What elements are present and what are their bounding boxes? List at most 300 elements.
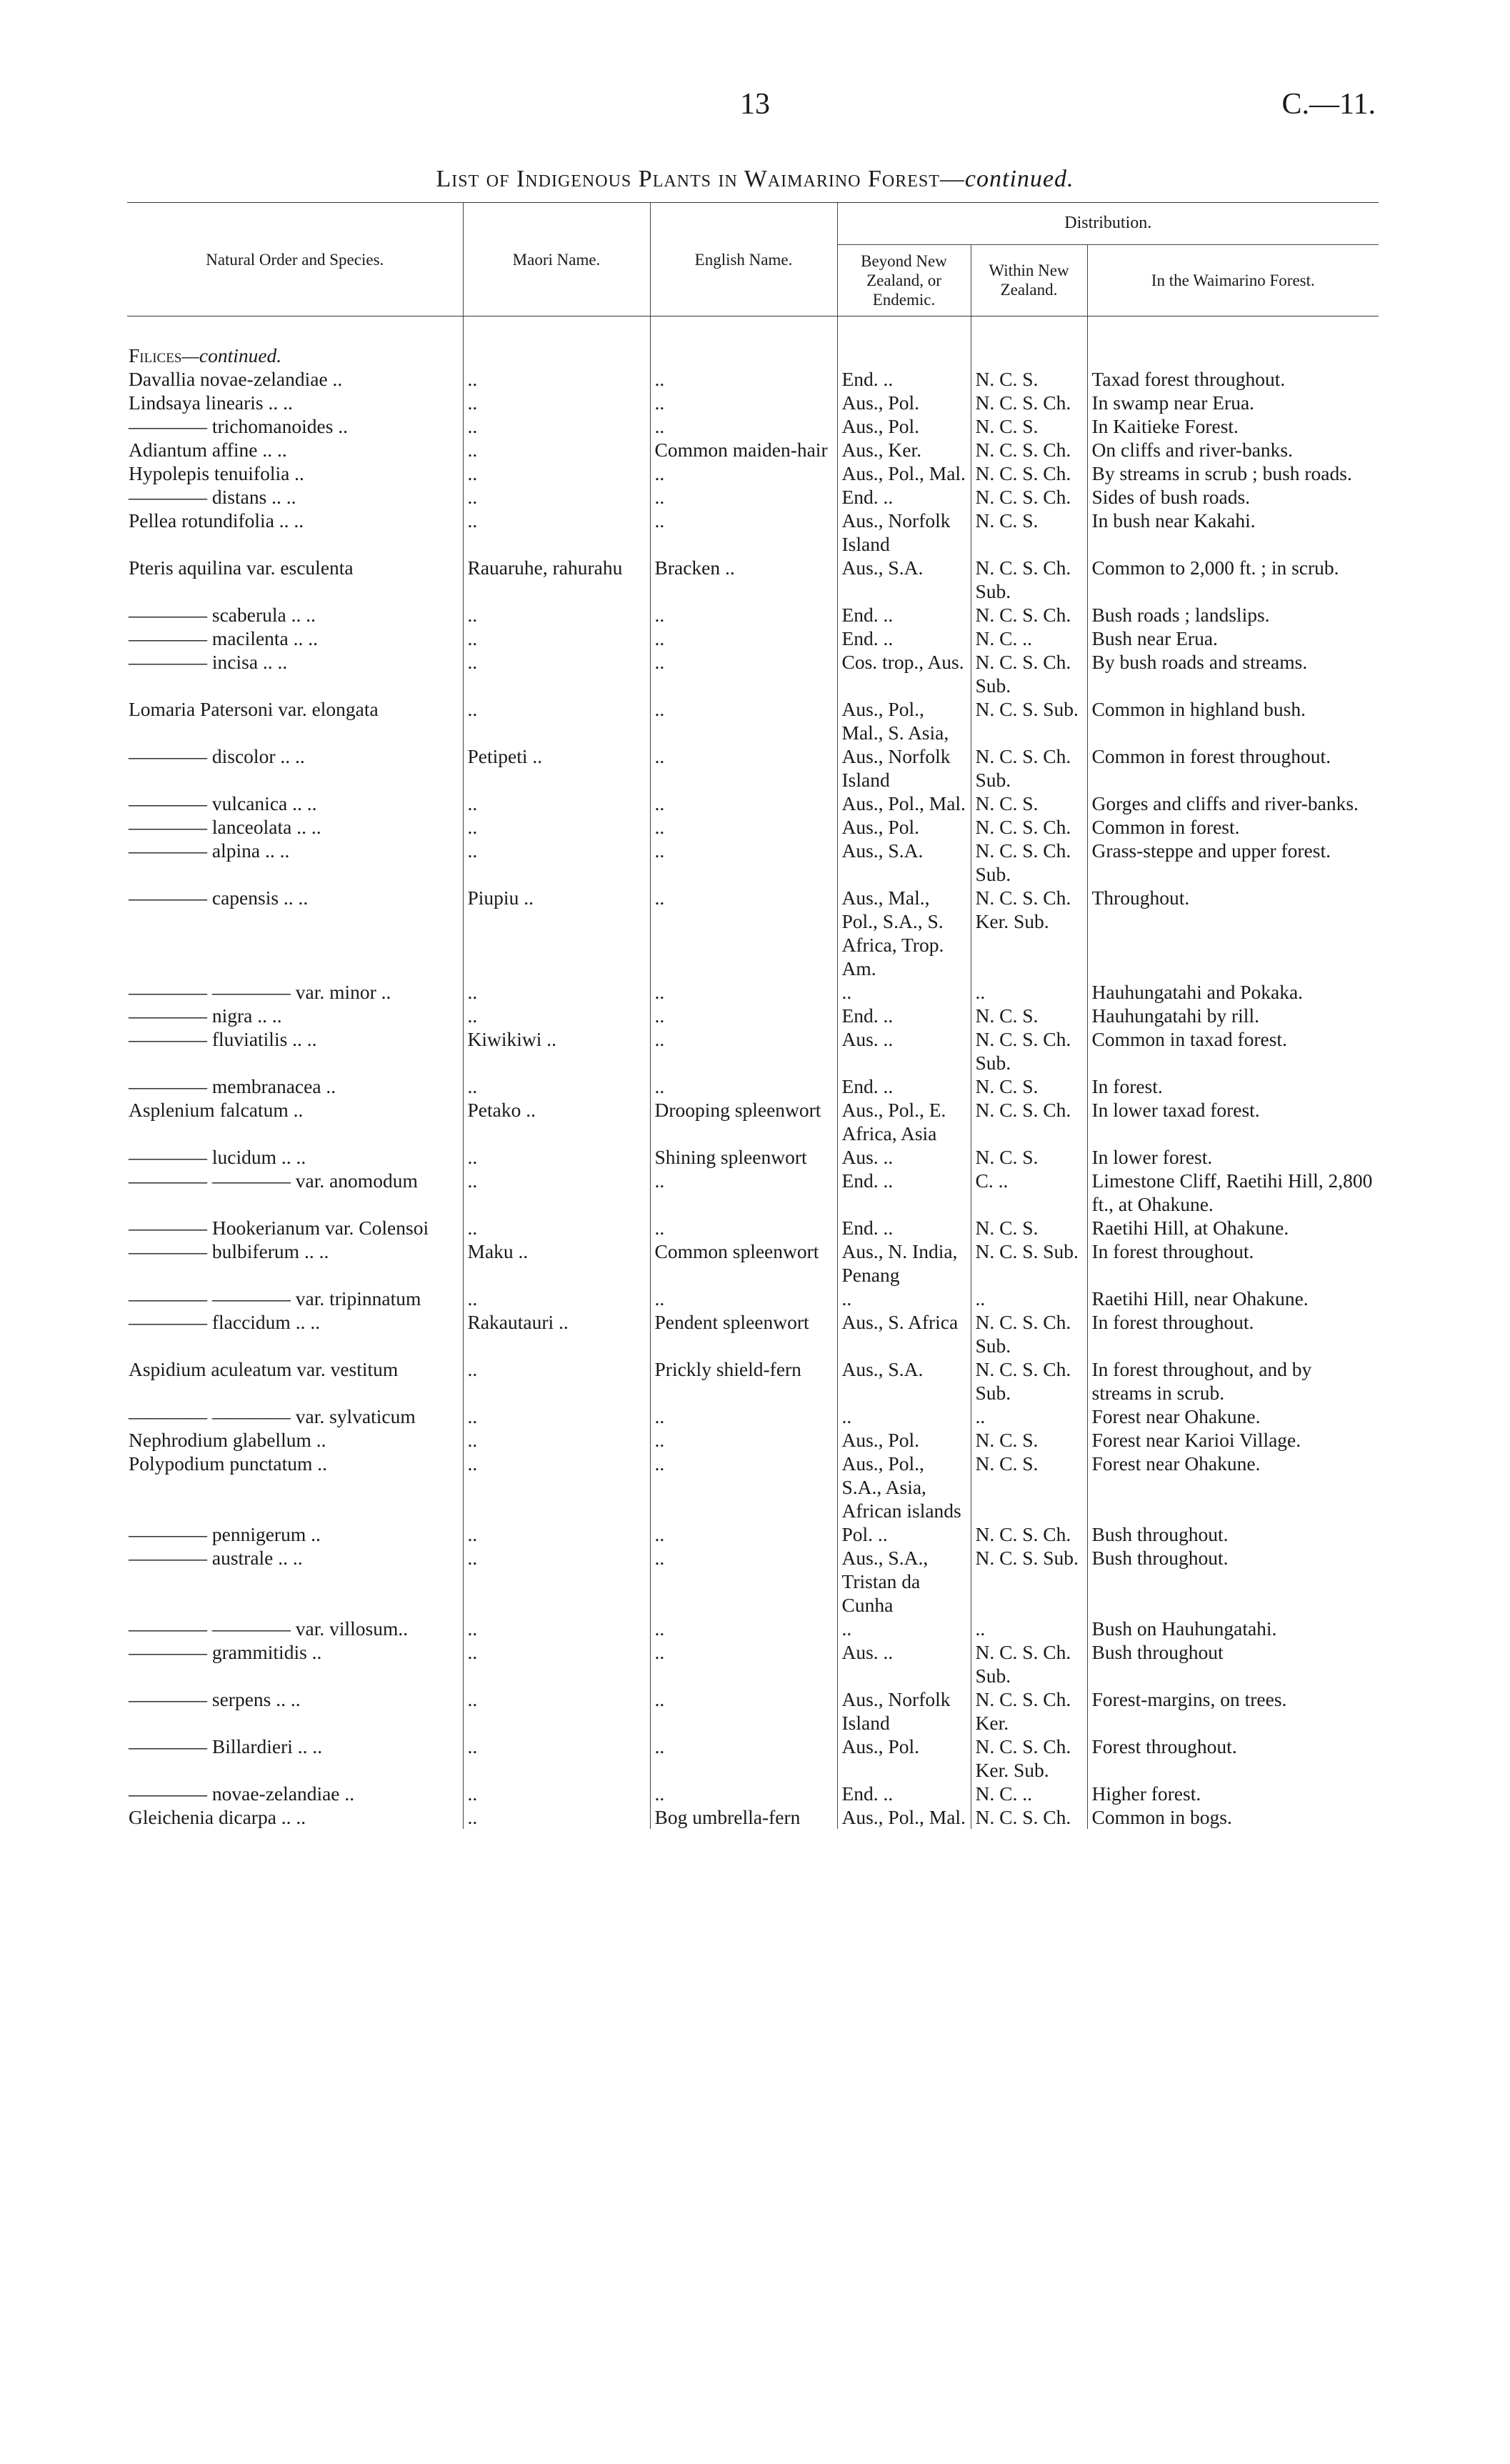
within-nz-cell-text: N. C. .. (975, 1782, 1032, 1805)
maori-name-cell-text: .. (467, 1523, 478, 1545)
species-cell-text: ———— var. sylvaticum (129, 1405, 416, 1427)
table-row (127, 1782, 1379, 1805)
maori-name-cell (463, 367, 650, 391)
waimarino-cell-text: Taxad forest throughout. (1091, 368, 1286, 390)
beyond-nz-cell (837, 627, 971, 650)
within-nz-cell (971, 1027, 1087, 1074)
beyond-nz-cell-text: Aus., Pol., Mal. (841, 792, 966, 814)
within-nz-cell-text: C. .. (975, 1169, 1009, 1192)
species-cell-text: Pteris aquilina var. esculenta (129, 557, 354, 579)
waimarino-cell (1087, 1287, 1379, 1310)
beyond-nz-cell-text: .. (841, 1617, 852, 1640)
waimarino-cell (1087, 744, 1379, 792)
maori-name-cell (463, 509, 650, 556)
english-name-cell-text: .. (654, 462, 665, 484)
within-nz-cell-text: N. C. S. (975, 509, 1039, 532)
waimarino-cell-text: Common in taxad forest. (1091, 1028, 1287, 1050)
maori-name-cell (463, 1640, 650, 1687)
waimarino-cell-text: By streams in scrub ; bush roads. (1091, 462, 1352, 484)
waimarino-cell (1087, 1546, 1379, 1617)
english-name-cell (650, 1617, 837, 1640)
maori-name-cell (463, 627, 650, 650)
species-cell-text: Hypolepis tenuifolia .. (129, 462, 304, 484)
waimarino-cell (1087, 886, 1379, 980)
beyond-nz-cell-text: Aus., Pol., Mal., S. Asia, (841, 698, 949, 744)
english-name-cell (650, 509, 837, 556)
english-name-cell-text: .. (654, 698, 665, 720)
english-name-cell-text: Pendent spleenwort (654, 1311, 809, 1333)
within-nz-cell (971, 1735, 1087, 1782)
within-nz-cell (971, 1074, 1087, 1098)
maori-name-cell (463, 1782, 650, 1805)
maori-name-cell (463, 1687, 650, 1735)
maori-name-cell-text: .. (467, 792, 478, 814)
maori-name-cell-text: .. (467, 1429, 478, 1451)
english-name-cell (650, 438, 837, 462)
species-cell-text: Asplenium falcatum .. (129, 1099, 304, 1121)
english-name-cell (650, 1405, 837, 1428)
beyond-nz-cell (837, 1617, 971, 1640)
beyond-nz-cell (837, 886, 971, 980)
species-cell-text: ———— membranacea .. (129, 1075, 336, 1097)
english-name-cell-text: .. (654, 1617, 665, 1640)
species-cell-text: ———— vulcanica .. .. (129, 792, 316, 814)
within-nz-cell (971, 1216, 1087, 1240)
within-nz-cell-text: N. C. S. (975, 1075, 1039, 1097)
waimarino-cell-text: Forest near Karioi Village. (1091, 1429, 1301, 1451)
species-cell-text: ———— incisa .. .. (129, 651, 287, 673)
species-cell-text: ———— capensis .. .. (129, 887, 308, 909)
species-cell (127, 980, 463, 1004)
waimarino-cell-text: Bush throughout (1091, 1641, 1224, 1663)
species-cell-text: ———— distans .. .. (129, 486, 296, 508)
english-name-cell-text: Drooping spleenwort (654, 1099, 821, 1121)
within-nz-cell (971, 1169, 1087, 1216)
waimarino-cell-text: Bush throughout. (1091, 1523, 1229, 1545)
within-nz-cell-text: N. C. S. Ch. Sub. (975, 1641, 1071, 1687)
within-nz-cell (971, 886, 1087, 980)
english-name-cell (650, 1640, 837, 1687)
table-row (127, 1428, 1379, 1452)
english-name-cell-text: .. (654, 368, 665, 390)
within-nz-cell (971, 556, 1087, 603)
waimarino-cell (1087, 1027, 1379, 1074)
species-cell (127, 1169, 463, 1216)
within-nz-cell (971, 1782, 1087, 1805)
maori-name-cell (463, 1098, 650, 1145)
within-nz-cell (971, 744, 1087, 792)
within-nz-cell-text: N. C. S. Sub. (975, 1547, 1079, 1569)
maori-name-cell-text: .. (467, 839, 478, 862)
beyond-nz-cell-text: End. .. (841, 1075, 894, 1097)
species-cell (127, 627, 463, 650)
beyond-nz-cell-text: Aus., Mal., Pol., S.A., S. Africa, Trop. Am. (841, 887, 944, 979)
maori-name-cell (463, 1357, 650, 1405)
species-cell-text: ———— Billardieri .. .. (129, 1735, 322, 1757)
waimarino-cell (1087, 1782, 1379, 1805)
species-cell-text: ———— var. minor .. (129, 981, 391, 1003)
english-name-cell-text: .. (654, 1641, 665, 1663)
maori-name-cell (463, 438, 650, 462)
table-row (127, 1074, 1379, 1098)
maori-name-cell-text: .. (467, 627, 478, 649)
within-nz-cell-text: N. C. S. (975, 368, 1039, 390)
waimarino-cell (1087, 438, 1379, 462)
waimarino-cell-text: Forest near Ohakune. (1091, 1405, 1261, 1427)
table-row (127, 509, 1379, 556)
beyond-nz-cell-text: Aus., Norfolk Island (841, 1688, 951, 1734)
maori-name-cell (463, 414, 650, 438)
maori-name-cell (463, 1027, 650, 1074)
within-nz-cell (971, 1357, 1087, 1405)
waimarino-cell (1087, 1310, 1379, 1357)
beyond-nz-cell-text: End. .. (841, 1169, 894, 1192)
beyond-nz-cell (837, 1782, 971, 1805)
maori-name-cell (463, 391, 650, 414)
species-cell (127, 1522, 463, 1546)
species-cell (127, 697, 463, 744)
table-row (127, 744, 1379, 792)
english-name-cell-text: .. (654, 981, 665, 1003)
table-row (127, 1546, 1379, 1617)
table-row (127, 980, 1379, 1004)
waimarino-cell-text: In bush near Kakahi. (1091, 509, 1256, 532)
english-name-cell (650, 1357, 837, 1405)
waimarino-cell (1087, 815, 1379, 839)
maori-name-cell-text: Piupiu .. (467, 887, 534, 909)
within-nz-cell-text: N. C. S. Ch. (975, 391, 1071, 414)
maori-name-cell-text: .. (467, 698, 478, 720)
maori-name-cell (463, 886, 650, 980)
within-nz-cell-text: .. (975, 1405, 986, 1427)
english-name-cell-text: Bog umbrella-fern (654, 1806, 801, 1828)
english-name-cell-text: .. (654, 1523, 665, 1545)
waimarino-cell-text: In lower taxad forest. (1091, 1099, 1260, 1121)
beyond-nz-cell (837, 485, 971, 509)
waimarino-cell (1087, 414, 1379, 438)
beyond-nz-cell-text: Aus., S. Africa (841, 1311, 959, 1333)
waimarino-cell (1087, 1617, 1379, 1640)
english-name-cell-text: Common spleenwort (654, 1240, 819, 1262)
maori-name-cell-text: Petipeti .. (467, 745, 543, 767)
maori-name-cell-text: .. (467, 1358, 478, 1380)
species-cell-text: ———— var. villosum.. (129, 1617, 408, 1640)
within-nz-cell (971, 391, 1087, 414)
maori-name-cell-text: .. (467, 1782, 478, 1805)
within-nz-cell (971, 438, 1087, 462)
waimarino-cell-text: Common in forest. (1091, 816, 1240, 838)
table-row (127, 462, 1379, 485)
beyond-nz-cell-text: Cos. trop., Aus. (841, 651, 964, 673)
english-name-cell (650, 1216, 837, 1240)
waimarino-cell-text: Gorges and cliffs and river-banks. (1091, 792, 1359, 814)
waimarino-cell (1087, 1452, 1379, 1522)
within-nz-cell (971, 1004, 1087, 1027)
beyond-nz-cell-text: Aus., Pol. (841, 391, 919, 414)
english-name-cell-text: .. (654, 604, 665, 626)
within-nz-cell-text: N. C. S. (975, 1452, 1039, 1475)
beyond-nz-cell-text: Aus., Pol., S.A., Asia, African islands (841, 1452, 961, 1522)
waimarino-cell (1087, 1428, 1379, 1452)
waimarino-cell-text: Common in highland bush. (1091, 698, 1306, 720)
english-name-cell-text: .. (654, 1217, 665, 1239)
waimarino-cell (1087, 1405, 1379, 1428)
english-name-cell-text: .. (654, 1028, 665, 1050)
beyond-nz-cell-text: Aus., Pol. (841, 816, 919, 838)
beyond-nz-cell (837, 1098, 971, 1145)
within-nz-cell-text: N. C. S. Sub. (975, 698, 1079, 720)
species-cell-text: ———— nigra .. .. (129, 1004, 282, 1027)
species-cell-text: Aspidium aculeatum var. vestitum (129, 1358, 399, 1380)
table-row (127, 839, 1379, 886)
species-cell-text: ———— bulbiferum .. .. (129, 1240, 329, 1262)
species-cell (127, 1240, 463, 1287)
waimarino-cell (1087, 1687, 1379, 1735)
waimarino-cell-text: Throughout. (1091, 887, 1190, 909)
maori-name-cell (463, 1074, 650, 1098)
english-name-cell-text: Common maiden-hair (654, 439, 828, 461)
within-nz-cell (971, 485, 1087, 509)
species-cell (127, 1546, 463, 1617)
species-cell-text: Lomaria Patersoni var. elongata (129, 698, 379, 720)
maori-name-cell-text: Petako .. (467, 1099, 536, 1121)
waimarino-cell-text: Raetihi Hill, at Ohakune. (1091, 1217, 1289, 1239)
beyond-nz-cell-text: Aus., S.A. (841, 557, 924, 579)
english-name-cell (650, 1240, 837, 1287)
beyond-nz-cell (837, 1428, 971, 1452)
section-heading (127, 316, 463, 368)
beyond-nz-cell (837, 1287, 971, 1310)
within-nz-cell (971, 1687, 1087, 1735)
within-nz-cell (971, 1546, 1087, 1617)
species-cell-text: ———— serpens .. .. (129, 1688, 301, 1710)
maori-name-cell (463, 1004, 650, 1027)
within-nz-cell (971, 1452, 1087, 1522)
species-cell-text: ———— lanceolata .. .. (129, 816, 321, 838)
beyond-nz-cell (837, 697, 971, 744)
beyond-nz-cell-text: Aus. .. (841, 1641, 894, 1663)
english-name-cell-text: .. (654, 1004, 665, 1027)
table-row (127, 1452, 1379, 1522)
english-name-cell (650, 485, 837, 509)
table-row (127, 650, 1379, 697)
maori-name-cell-text: Maku .. (467, 1240, 529, 1262)
beyond-nz-cell-text: Aus., Pol. (841, 415, 919, 437)
species-cell (127, 839, 463, 886)
beyond-nz-cell-text: .. (841, 1287, 852, 1310)
beyond-nz-cell (837, 1004, 971, 1027)
species-cell (127, 1004, 463, 1027)
table-row (127, 1522, 1379, 1546)
beyond-nz-cell-text: End. .. (841, 486, 894, 508)
species-cell (127, 438, 463, 462)
table-row (127, 1617, 1379, 1640)
col-header-beyond: Beyond New Zealand, or Endemic. (837, 244, 971, 316)
english-name-cell (650, 1782, 837, 1805)
beyond-nz-cell-text: End. .. (841, 1782, 894, 1805)
waimarino-cell-text: On cliffs and river-banks. (1091, 439, 1293, 461)
within-nz-cell-text: .. (975, 1287, 986, 1310)
maori-name-cell (463, 1452, 650, 1522)
table-row (127, 815, 1379, 839)
species-cell (127, 603, 463, 627)
table-row (127, 1405, 1379, 1428)
english-name-cell (650, 556, 837, 603)
beyond-nz-cell (837, 1546, 971, 1617)
waimarino-cell (1087, 556, 1379, 603)
maori-name-cell (463, 792, 650, 815)
title-text: List of Indigenous Plants in Waimarino Forest— (436, 166, 965, 192)
beyond-nz-cell-text: Aus., Pol. (841, 1735, 919, 1757)
species-cell (127, 1098, 463, 1145)
english-name-cell (650, 367, 837, 391)
maori-name-cell (463, 1522, 650, 1546)
english-name-cell-text: .. (654, 627, 665, 649)
waimarino-cell (1087, 697, 1379, 744)
within-nz-cell (971, 1805, 1087, 1829)
english-name-cell (650, 650, 837, 697)
english-name-cell-text: Bracken .. (654, 557, 735, 579)
waimarino-cell (1087, 509, 1379, 556)
maori-name-cell (463, 1310, 650, 1357)
waimarino-cell (1087, 367, 1379, 391)
beyond-nz-cell-text: End. .. (841, 604, 894, 626)
english-name-cell (650, 839, 837, 886)
table-row (127, 367, 1379, 391)
waimarino-cell-text: Bush near Erua. (1091, 627, 1218, 649)
table-row (127, 627, 1379, 650)
waimarino-cell (1087, 485, 1379, 509)
waimarino-cell (1087, 1169, 1379, 1216)
within-nz-cell-text: N. C. S. (975, 415, 1039, 437)
table-row (127, 1735, 1379, 1782)
within-nz-cell (971, 650, 1087, 697)
maori-name-cell-text: .. (467, 1617, 478, 1640)
beyond-nz-cell (837, 1687, 971, 1735)
table-row (127, 1805, 1379, 1829)
english-name-cell-text: .. (654, 1782, 665, 1805)
within-nz-cell (971, 792, 1087, 815)
species-cell (127, 815, 463, 839)
beyond-nz-cell (837, 1735, 971, 1782)
maori-name-cell (463, 980, 650, 1004)
species-cell (127, 1357, 463, 1405)
table-row (127, 556, 1379, 603)
document-id: C.—11. (1281, 88, 1376, 121)
english-name-cell (650, 603, 837, 627)
beyond-nz-cell-text: Aus., Ker. (841, 439, 922, 461)
waimarino-cell-text: Common in forest throughout. (1091, 745, 1331, 767)
table-row (127, 1027, 1379, 1074)
english-name-cell (650, 1287, 837, 1310)
species-cell (127, 1145, 463, 1169)
waimarino-cell (1087, 1004, 1379, 1027)
waimarino-cell-text: Common to 2,000 ft. ; in scrub. (1091, 557, 1339, 579)
species-cell-text: ———— alpina .. .. (129, 839, 289, 862)
beyond-nz-cell-text: Aus., Pol., Mal. (841, 462, 966, 484)
species-cell-text: Nephrodium glabellum .. (129, 1429, 326, 1451)
within-nz-cell-text: N. C. S. Ch. (975, 1099, 1071, 1121)
species-cell (127, 1074, 463, 1098)
title-continued: continued. (964, 166, 1074, 192)
beyond-nz-cell (837, 509, 971, 556)
table-row (127, 1216, 1379, 1240)
maori-name-cell (463, 1240, 650, 1287)
maori-name-cell-text: .. (467, 439, 478, 461)
english-name-cell (650, 1428, 837, 1452)
waimarino-cell (1087, 1640, 1379, 1687)
waimarino-cell (1087, 1098, 1379, 1145)
english-name-cell (650, 980, 837, 1004)
within-nz-cell (971, 1522, 1087, 1546)
waimarino-cell-text: Hauhungatahi and Pokaka. (1091, 981, 1304, 1003)
species-cell (127, 1640, 463, 1687)
species-cell (127, 1027, 463, 1074)
within-nz-cell (971, 1098, 1087, 1145)
within-nz-cell (971, 697, 1087, 744)
english-name-cell-text: .. (654, 651, 665, 673)
species-cell-text: ———— var. anomodum (129, 1169, 418, 1192)
species-cell-text: ———— macilenta .. .. (129, 627, 318, 649)
species-cell-text: ———— lucidum .. .. (129, 1146, 306, 1168)
beyond-nz-cell-text: Aus., S.A. (841, 1358, 924, 1380)
waimarino-cell-text: In forest throughout, and by streams in scrub. (1091, 1358, 1312, 1404)
species-cell (127, 1805, 463, 1829)
english-name-cell-text: .. (654, 1688, 665, 1710)
maori-name-cell (463, 1145, 650, 1169)
beyond-nz-cell (837, 1805, 971, 1829)
species-cell-text: Lindsaya linearis .. .. (129, 391, 293, 414)
beyond-nz-cell-text: Aus. .. (841, 1028, 894, 1050)
species-cell-text: ———— australe .. .. (129, 1547, 303, 1569)
maori-name-cell-text: .. (467, 1806, 478, 1828)
english-name-cell-text: .. (654, 1452, 665, 1475)
species-cell (127, 792, 463, 815)
english-name-cell (650, 1074, 837, 1098)
english-name-cell (650, 1145, 837, 1169)
within-nz-cell-text: N. C. S. Ch. Sub. (975, 1311, 1071, 1357)
species-cell-text: Adiantum affine .. .. (129, 439, 287, 461)
waimarino-cell-text: Forest throughout. (1091, 1735, 1237, 1757)
english-name-cell (650, 1687, 837, 1735)
beyond-nz-cell (837, 839, 971, 886)
within-nz-cell (971, 462, 1087, 485)
waimarino-cell (1087, 792, 1379, 815)
maori-name-cell-text: .. (467, 1641, 478, 1663)
maori-name-cell-text: .. (467, 1217, 478, 1239)
beyond-nz-cell (837, 1027, 971, 1074)
within-nz-cell (971, 980, 1087, 1004)
beyond-nz-cell (837, 1452, 971, 1522)
waimarino-cell-text: Common in bogs. (1091, 1806, 1232, 1828)
within-nz-cell (971, 603, 1087, 627)
english-name-cell-text: .. (654, 887, 665, 909)
within-nz-cell (971, 1310, 1087, 1357)
table-row (127, 1640, 1379, 1687)
waimarino-cell-text: Bush on Hauhungatahi. (1091, 1617, 1277, 1640)
within-nz-cell-text: N. C. S. Ch. Sub. (975, 839, 1071, 885)
beyond-nz-cell (837, 650, 971, 697)
waimarino-cell (1087, 391, 1379, 414)
species-cell (127, 744, 463, 792)
species-cell-text: ———— var. tripinnatum (129, 1287, 421, 1310)
species-cell (127, 485, 463, 509)
english-name-cell-text: .. (654, 839, 665, 862)
within-nz-cell-text: N. C. S. (975, 792, 1039, 814)
section-row (127, 316, 1379, 368)
species-cell (127, 462, 463, 485)
beyond-nz-cell (837, 367, 971, 391)
